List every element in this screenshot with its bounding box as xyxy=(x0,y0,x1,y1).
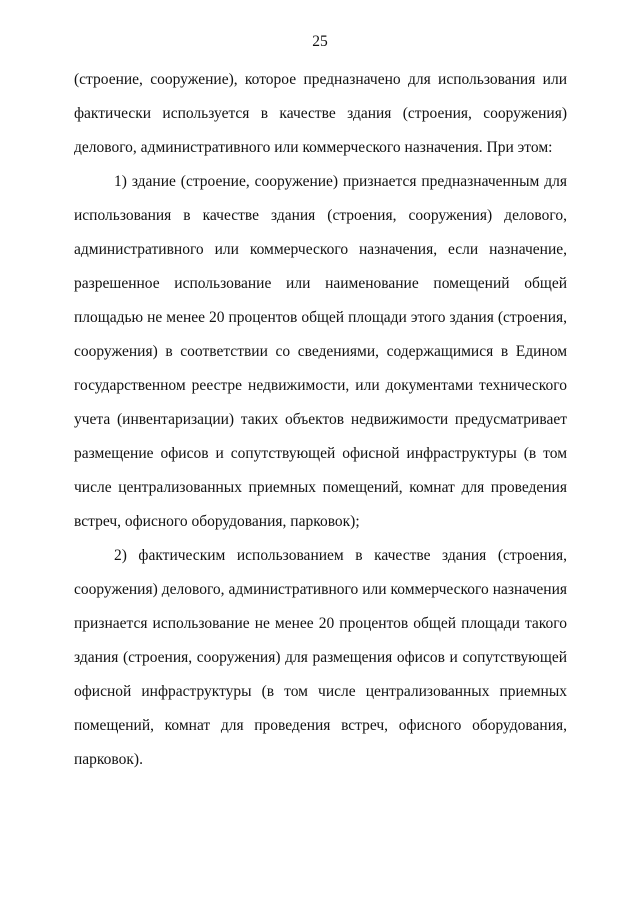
text-line: сооружения) делового, административного или коммерческого назначения xyxy=(74,581,567,598)
text-line: государственном реестре недвижимости, или документами технического xyxy=(74,377,567,394)
paragraph-item-1 xyxy=(74,165,567,539)
text-line: разрешенное использование или наименование помещений общей xyxy=(74,275,567,292)
text-line: встреч, офисного оборудования, парковок); xyxy=(74,513,360,530)
text-line: офисной инфраструктуры (в том числе централизованных приемных xyxy=(74,683,567,700)
text-line: административного или коммерческого назначения, если назначение, xyxy=(74,241,567,258)
text-line: размещение офисов и сопутствующей офисной инфраструктуры (в том xyxy=(74,445,567,462)
text-line: 2) фактическим использованием в качестве здания (строения, xyxy=(114,547,567,564)
text-line: фактически используется в качестве здания (строения, сооружения) xyxy=(74,105,567,122)
paragraph-item-2 xyxy=(74,539,567,777)
text-line: делового, административного или коммерческого назначения. При этом: xyxy=(74,139,553,156)
text-line: признается использование не менее 20 процентов общей площади такого xyxy=(74,615,567,632)
text-line: (строение, сооружение), которое предназначено для использования или xyxy=(74,71,567,88)
text-line: использования в качестве здания (строения, сооружения) делового, xyxy=(74,207,567,224)
page-number: 25 xyxy=(312,33,328,50)
text-line: сооружения) в соответствии со сведениями, содержащимися в Едином xyxy=(74,343,567,360)
text-line: числе централизованных приемных помещений, комнат для проведения xyxy=(74,479,567,496)
document-body xyxy=(74,63,567,777)
paragraph-continuation xyxy=(74,63,567,165)
text-line: парковок). xyxy=(74,751,143,768)
text-line: здания (строения, сооружения) для размещения офисов и сопутствующей xyxy=(74,649,567,666)
text-line: площадью не менее 20 процентов общей площади этого здания (строения, xyxy=(74,309,567,326)
text-line: учета (инвентаризации) таких объектов недвижимости предусматривает xyxy=(74,411,567,428)
text-line: помещений, комнат для проведения встреч, офисного оборудования, xyxy=(74,717,567,734)
text-line: 1) здание (строение, сооружение) признается предназначенным для xyxy=(114,173,567,190)
